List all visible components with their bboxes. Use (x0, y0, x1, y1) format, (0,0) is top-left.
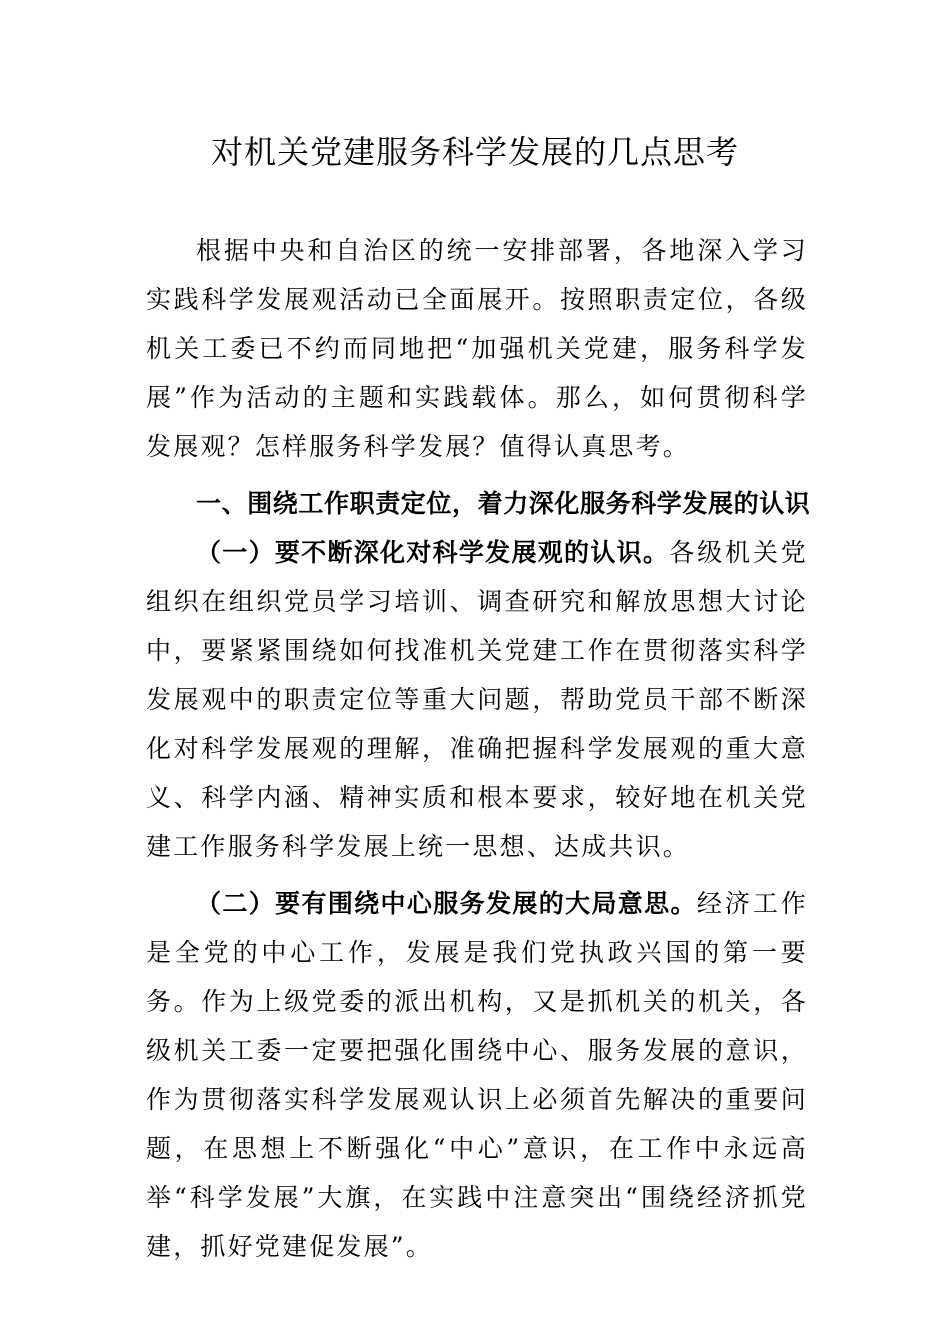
document-title: 对机关党建服务科学发展的几点思考 (210, 133, 739, 171)
document-body (146, 226, 811, 1271)
intro-paragraph: 根据中央和自治区的统一安排部署，各地深入学习实践科学发展观活动已全面展开。按照职责定位，各级机关工委已不约而同地把“加强机关党建，服务科学发展”作为活动的主题和实践载体。那么，如何贯彻科学发展观？怎样服务科学发展？值得认真思考。 (146, 236, 808, 461)
point-1-lead: （一）要不断深化对科学发展观的认识。 (196, 538, 670, 567)
point-2-paragraph (146, 879, 808, 1271)
point-2-lead: （二）要有围绕中心服务发展的大局意思。 (196, 889, 697, 918)
point-1-paragraph (146, 528, 808, 871)
point-1-body: 各级机关党组织在组织党员学习培训、调查研究和解放思想大讨论中，要紧紧围绕如何找准机关党建工作在贯彻落实科学发展观中的职责定位等重大问题，帮助党员干部不断深化对科学发展观的理解，准确把握科学发展观的重大意义、科学内涵、精神实质和根本要求，较好地在机关党建工作服务科学发展上统一思想、达成共识。 (146, 538, 808, 861)
section-1-heading: 一、围绕工作职责定位，着力深化服务科学发展的认识 (196, 489, 811, 518)
point-2-body: 经济工作是全党的中心工作，发展是我们党执政兴国的第一要务。作为上级党委的派出机构，又是抓机关的机关，各级机关工委一定要把强化围绕中心、服务发展的意识，作为贯彻落实科学发展观认识上必须首先解决的重要问题，在思想上不断强化“中心”意识，在工作中永远高举“科学发展”大旗，在实践中注意突出“围绕经济抓党建，抓好党建促发展”。 (146, 889, 808, 1261)
